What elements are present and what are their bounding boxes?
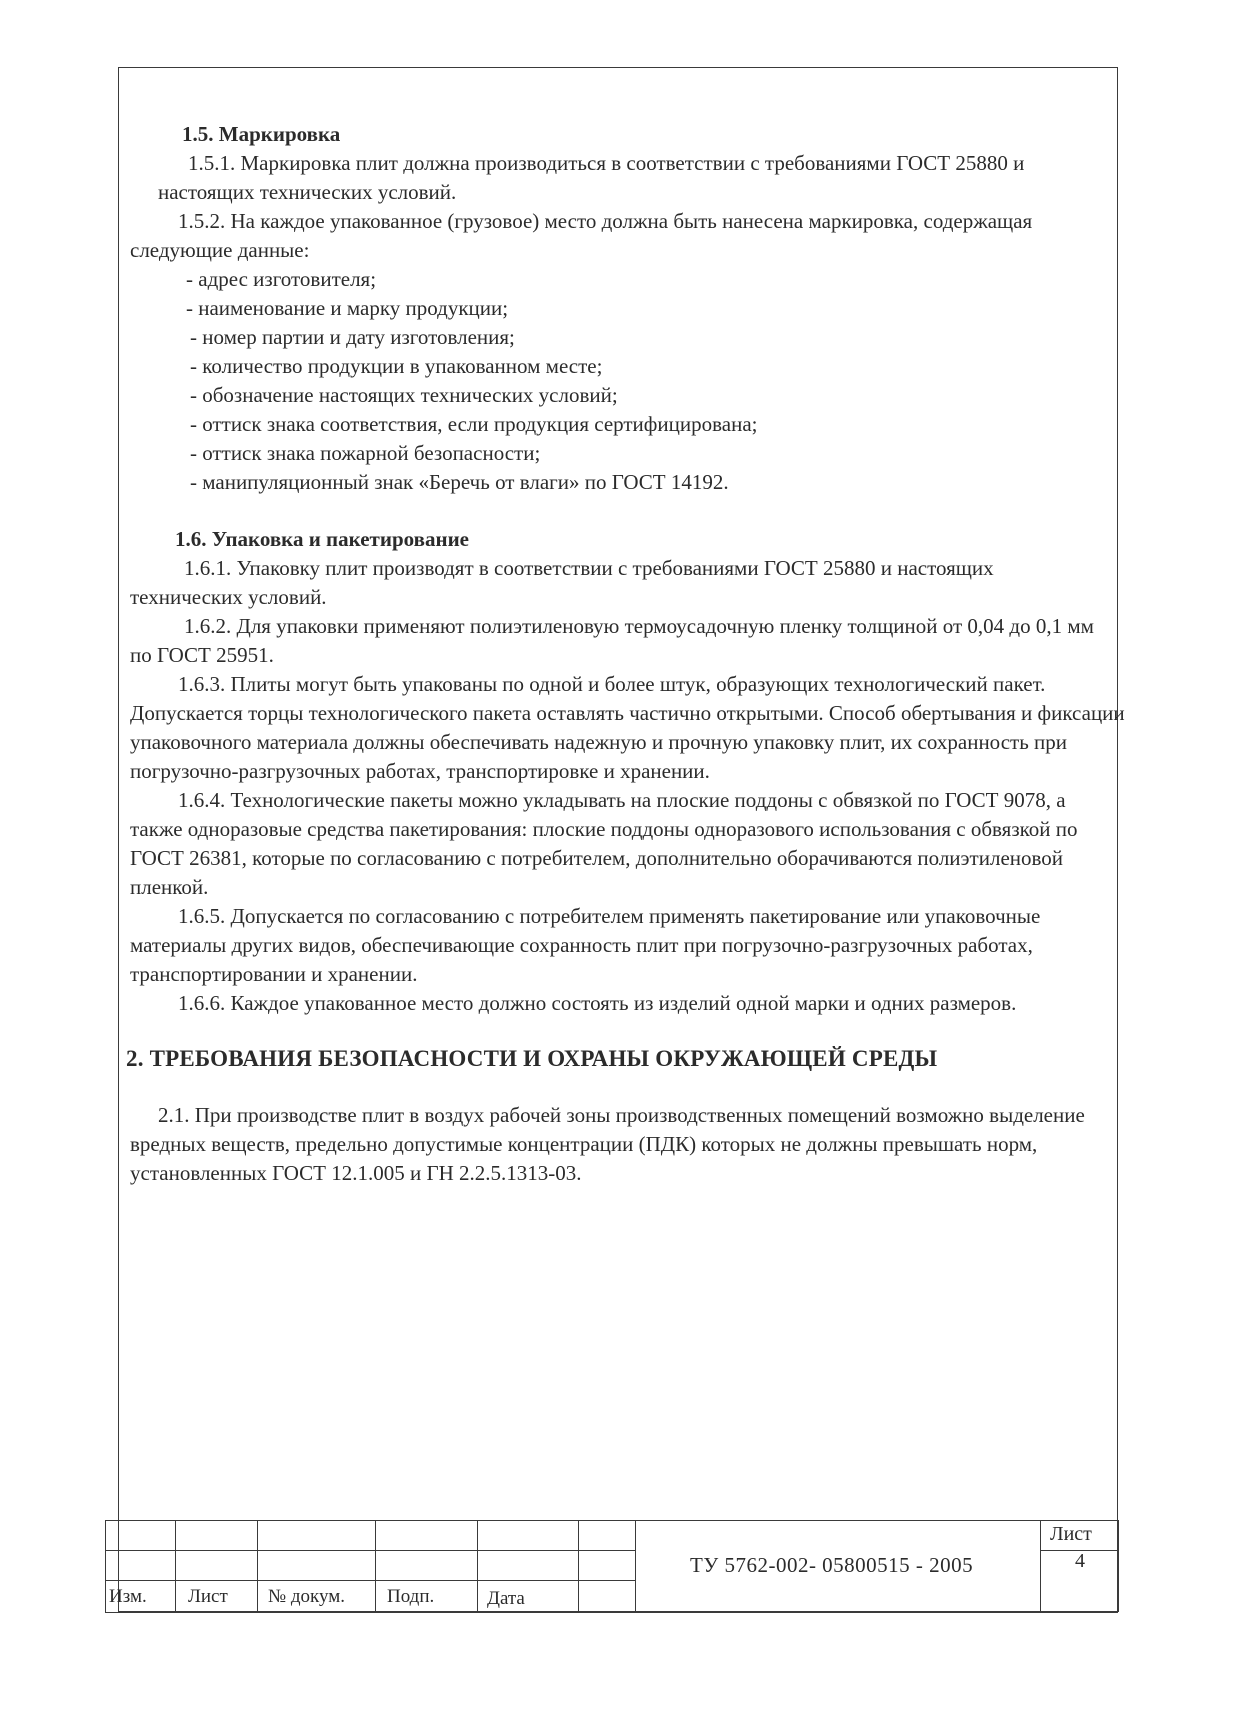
title-block-row-line (105, 1550, 635, 1551)
title-block-bottom-border (105, 1612, 1118, 1613)
section-1-5-heading: 1.5. Маркировка (182, 122, 341, 146)
list-item: - номер партии и дату изготовления; (190, 325, 515, 349)
sheet-number: 4 (1075, 1550, 1085, 1572)
list-item: - оттиск знака соответствия, если продукция сертифицирована; (190, 412, 758, 436)
paragraph-1-6-1-text: 1.6.1. Упаковку плит производят в соответствии с требованиями ГОСТ 25880 и настоящих технических условий. (130, 556, 994, 609)
title-block-column-line (1040, 1520, 1041, 1612)
paragraph-1-6-1 (130, 554, 1140, 612)
title-block-column-line (1118, 1520, 1119, 1612)
title-block-column-line (257, 1520, 258, 1612)
sheet-label: Лист (1050, 1523, 1092, 1545)
label-change: Изм. (109, 1586, 147, 1607)
list-item: - оттиск знака пожарной безопасности; (190, 441, 541, 465)
marking-list (130, 265, 1140, 497)
spacer (130, 1073, 1140, 1101)
paragraph-1-5-1-text: 1.5.1. Маркировка плит должна производиться в соответствии с требованиями ГОСТ 25880 и настоящих технических условий. (158, 151, 1025, 204)
spacer (130, 1018, 1140, 1044)
section-2-heading: 2. ТРЕБОВАНИЯ БЕЗОПАСНОСТИ И ОХРАНЫ ОКРУЖАЮЩЕЙ СРЕДЫ (126, 1046, 938, 1071)
title-block-column-line (635, 1520, 636, 1612)
label-sheet: Лист (188, 1586, 228, 1607)
paragraph-1-6-2 (130, 612, 1140, 670)
paragraph-1-6-6-text: 1.6.6. Каждое упакованное место должно состоять из изделий одной марки и одних размеров. (178, 991, 1017, 1015)
label-document-number: № докум. (268, 1586, 346, 1607)
label-date: Дата (487, 1588, 525, 1609)
paragraph-1-6-3 (130, 670, 1140, 786)
paragraph-2-1-text: 2.1. При производстве плит в воздух рабочей зоны производственных помещений возможно выделение вредных веществ, предельно допустимые концентрации (ПДК) которых не должны превышать норм, установленных ГОСТ 12.1.005 и ГН 2.2.5.1313-03. (130, 1103, 1085, 1185)
paragraph-1-6-5 (130, 902, 1140, 989)
paragraph-2-1 (130, 1101, 1140, 1188)
title-block-column-line (105, 1520, 106, 1612)
title-block-column-line (477, 1520, 478, 1612)
list-item: - количество продукции в упакованном месте; (190, 354, 603, 378)
paragraph-1-6-4 (130, 786, 1140, 902)
list-item: - адрес изготовителя; (186, 267, 377, 291)
title-block-row-line (105, 1580, 635, 1581)
list-item: - наименование и марку продукции; (186, 296, 509, 320)
title-block (105, 1520, 1118, 1612)
paragraph-1-5-1 (130, 149, 1140, 207)
paragraph-1-6-6 (130, 989, 1140, 1018)
paragraph-1-6-2-text: 1.6.2. Для упаковки применяют полиэтиленовую термоусадочную пленку толщиной от 0,04 до 0,1 мм по ГОСТ 25951. (130, 614, 1094, 667)
list-item: - обозначение настоящих технических условий; (190, 383, 618, 407)
paragraph-1-5-2-text: 1.5.2. На каждое упакованное (грузовое) место должна быть нанесена маркировка, содержащая следующие данные: (130, 209, 1033, 262)
section-1-6-heading: 1.6. Упаковка и пакетирование (175, 527, 469, 551)
paragraph-1-6-5-text: 1.6.5. Допускается по согласованию с потребителем применять пакетирование или упаковочные материалы других видов, обеспечивающие сохранность плит при погрузочно-разгрузочных работах, транспортировании и хранении. (130, 904, 1041, 986)
paragraph-1-6-4-text: 1.6.4. Технологические пакеты можно укладывать на плоские поддоны с обвязкой по ГОСТ 9078, а также одноразовые средства пакетирования: плоские поддоны одноразового использования с обвязкой по ГОСТ 26381, которые по согласованию с потребителем, дополнительно оборачиваются полиэтиленовой пленкой. (130, 788, 1078, 899)
document-body (126, 120, 1140, 1188)
spacer (130, 497, 1140, 525)
list-item: - манипуляционный знак «Беречь от влаги» по ГОСТ 14192. (190, 470, 729, 494)
label-signature: Подп. (387, 1586, 435, 1607)
paragraph-1-6-3-text: 1.6.3. Плиты могут быть упакованы по одной и более штук, образующих технологический пакет. Допускается торцы технологического пакета оставлять частично открытыми. Способ обертывания и фиксации упаковочного материала должны обеспечивать надежную и прочную упаковку плит, их сохранность при погрузочно-разгрузочных работах, транспортировке и хранении. (130, 672, 1125, 783)
document-code: ТУ 5762-002- 05800515 - 2005 (690, 1553, 974, 1577)
paragraph-1-5-2 (130, 207, 1140, 265)
title-block-column-line (175, 1520, 176, 1612)
title-block-column-line (375, 1520, 376, 1612)
title-block-column-line (578, 1520, 579, 1612)
